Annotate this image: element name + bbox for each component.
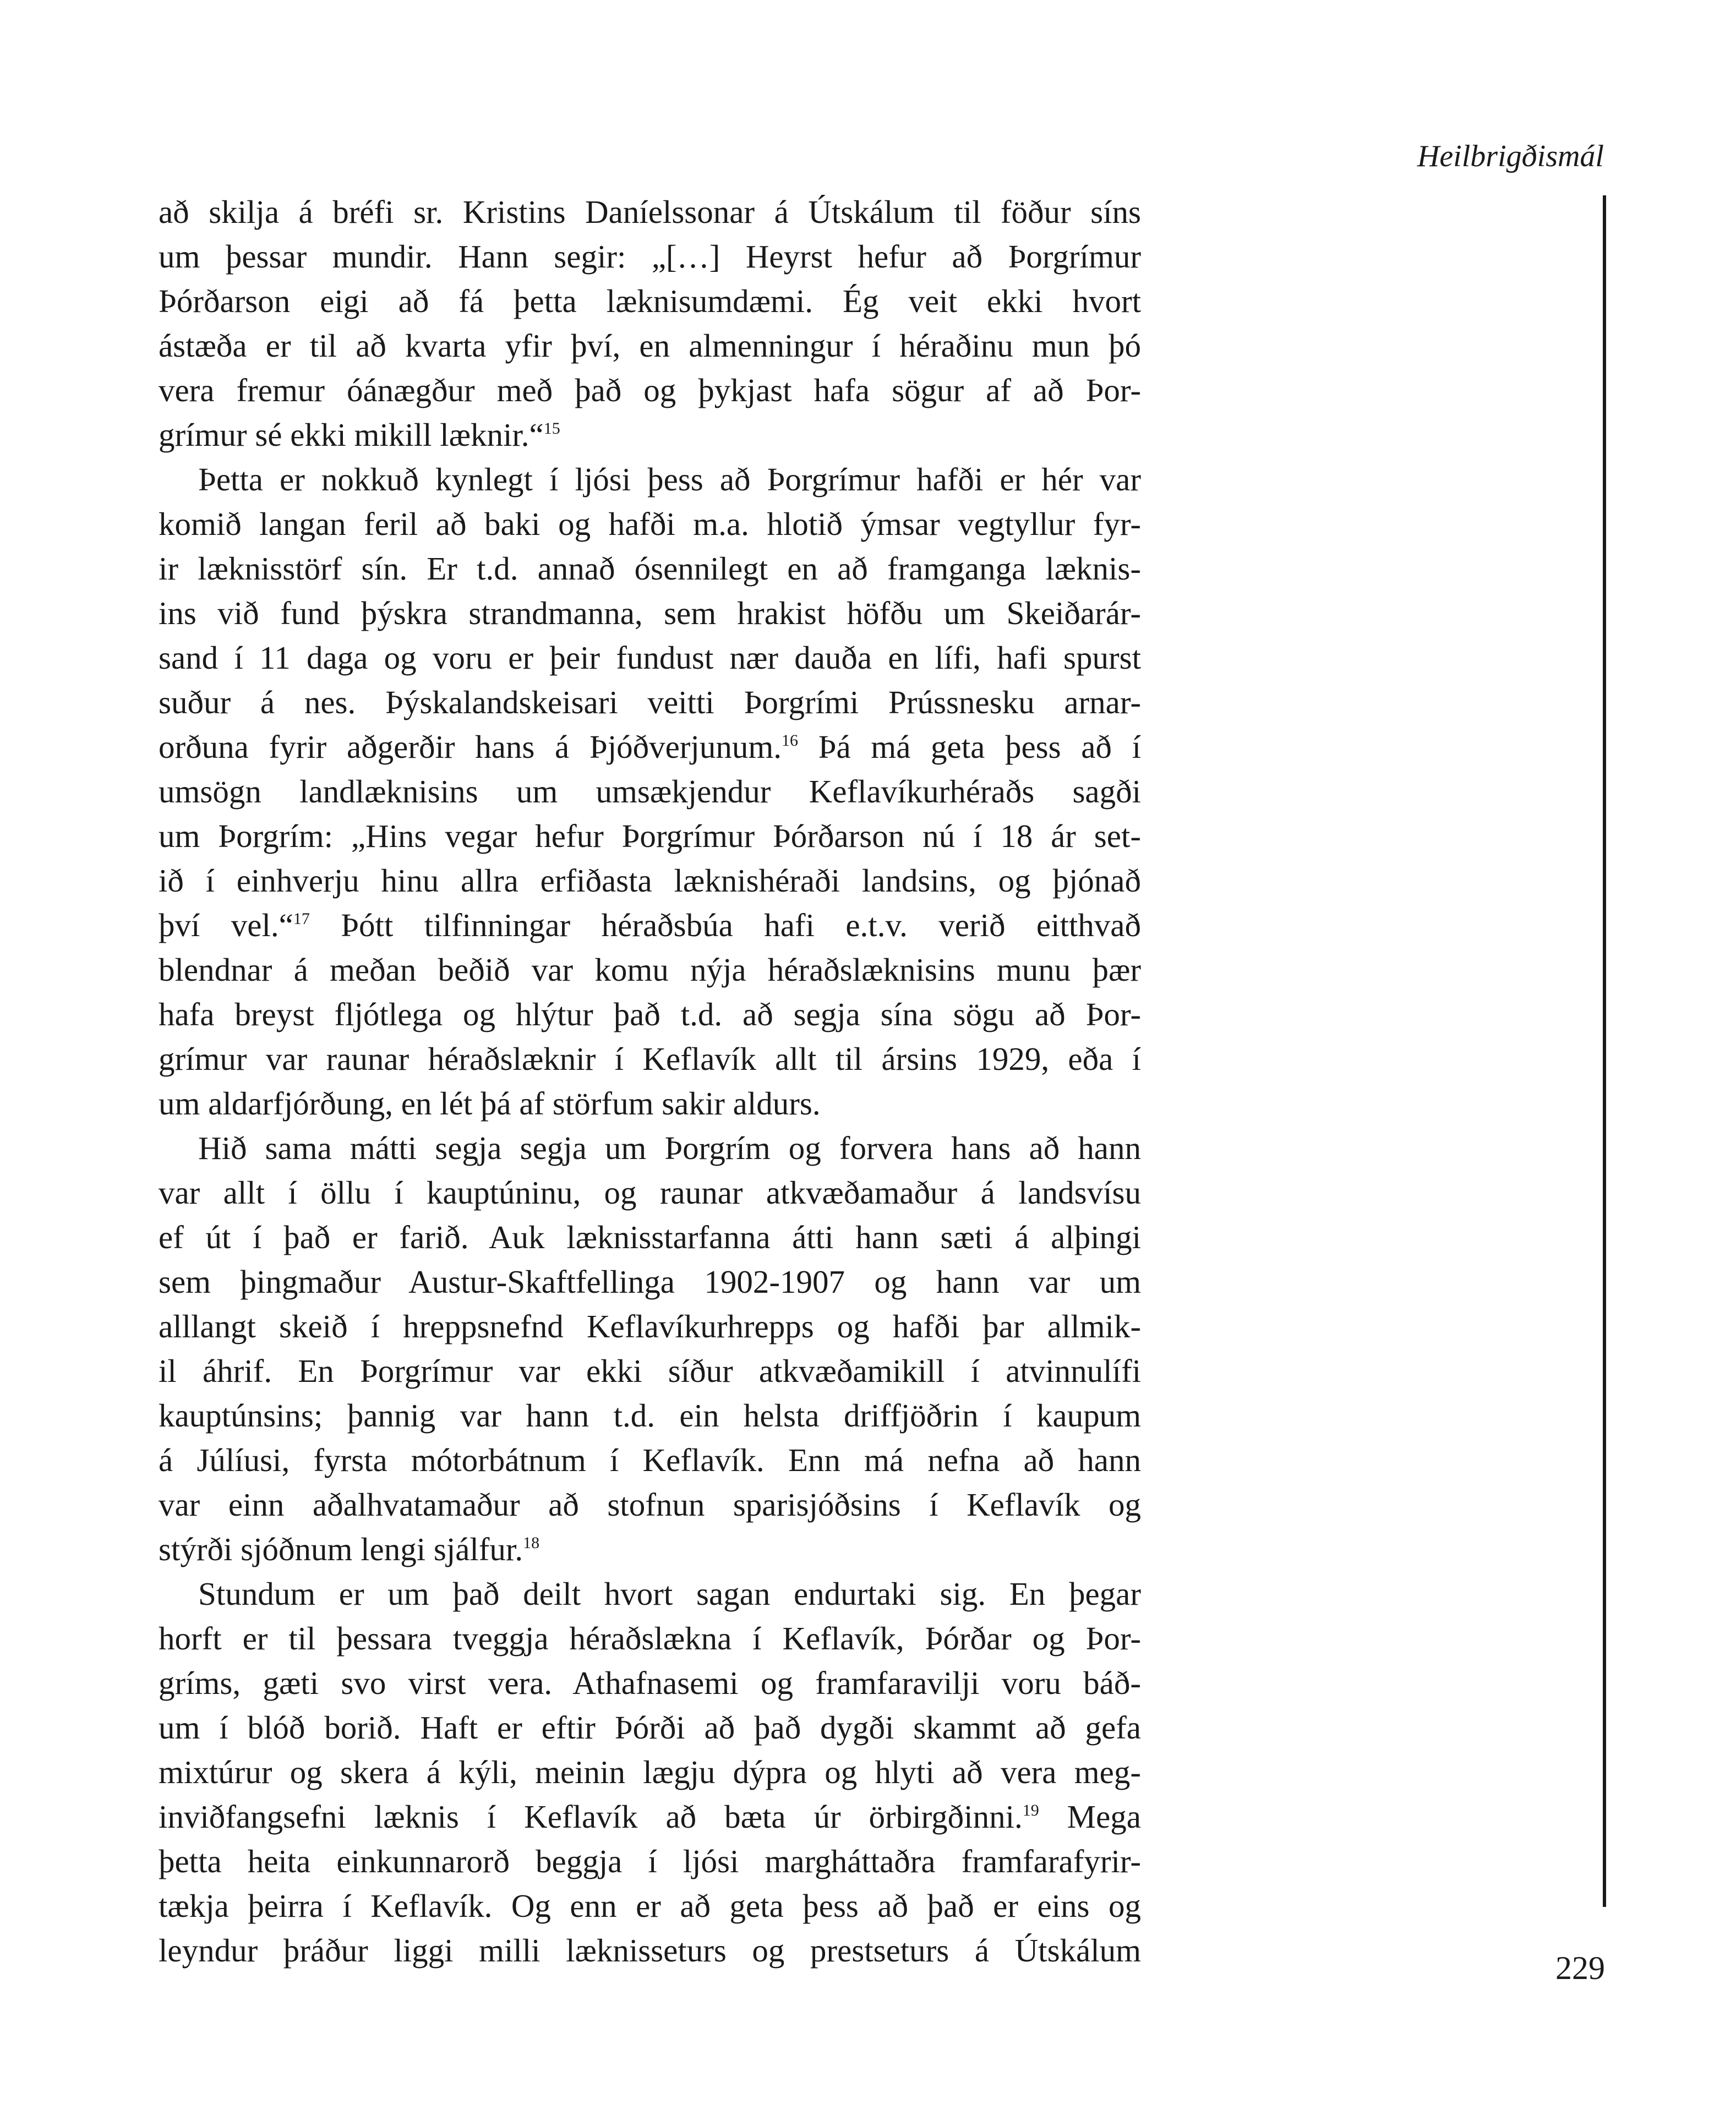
text-line [159,234,1141,279]
text-line [159,636,1141,680]
margin-rule [1603,195,1606,1907]
text-line [159,1616,1141,1661]
line-text: á Júlíusi, fyrsta mótorbátnum í Keflavík. Enn má nefna að hann [159,1442,1141,1478]
text-line [159,279,1141,324]
text-line [159,502,1141,546]
line-text: mixtúrur og skera á kýli, meinin lægju dýpra og hlyti að vera meg- [159,1754,1141,1790]
text-line [159,546,1141,591]
text-line [159,859,1141,903]
text-line [159,1037,1141,1081]
text-line [159,1215,1141,1260]
text-line [159,725,1141,769]
line-text-continued: Þá má geta þess að í [798,729,1141,765]
line-text: umsögn landlæknisins um umsækjendur Keflavíkurhéraðs sagði [159,773,1141,810]
text-line [159,1884,1141,1928]
line-text: um aldarfjórðung, en lét þá af störfum sakir aldurs. [159,1085,821,1122]
line-text-continued: Mega [1039,1799,1141,1835]
line-text: blendnar á meðan beðið var komu nýja héraðslæknisins munu þær [159,952,1141,988]
text-line [159,1661,1141,1705]
line-text: leyndur þráður liggi milli læknisseturs og prestseturs á Útskálum [159,1932,1141,1969]
footnote-ref: 19 [1022,1801,1039,1819]
text-line [159,1393,1141,1438]
text-line [159,324,1141,368]
line-text: því vel.“ [159,907,293,943]
text-line [159,413,1141,457]
text-line [159,1349,1141,1393]
line-text-continued: Þótt tilfinningar héraðsbúa hafi e.t.v. verið eitthvað [309,907,1141,943]
line-text: suður á nes. Þýskalandskeisari veitti Þorgrími Prússnesku arnar- [159,684,1141,720]
text-line [159,368,1141,413]
line-text: hafa breyst fljótlega og hlýtur það t.d. að segja sína sögu að Þor- [159,996,1141,1032]
text-line [159,1126,1141,1171]
line-text: ef út í það er farið. Auk læknisstarfanna átti hann sæti á alþingi [159,1219,1141,1255]
line-text: horft er til þessara tveggja héraðslækna í Keflavík, Þórðar og Þor- [159,1620,1141,1657]
line-text: Stundum er um það deilt hvort sagan endurtaki sig. En þegar [198,1576,1141,1612]
text-line [159,1795,1141,1839]
text-line [159,1438,1141,1483]
footnote-ref: 15 [543,419,560,438]
text-line [159,814,1141,859]
line-text: gríms, gæti svo virst vera. Athafnasemi og framfaravilji voru báð- [159,1665,1141,1701]
line-text: ins við fund þýskra strandmanna, sem hrakist höfðu um Skeiðarár- [159,595,1141,631]
line-text: þetta heita einkunnarorð beggja í ljósi margháttaðra framfarafyrir- [159,1843,1141,1879]
text-line [159,1572,1141,1616]
line-text: stýrði sjóðnum lengi sjálfur. [159,1531,523,1567]
text-line [159,591,1141,636]
line-text: sand í 11 daga og voru er þeir fundust nær dauða en lífi, hafi spurst [159,639,1141,676]
text-line [159,1483,1141,1527]
text-line [159,457,1141,502]
line-text: ástæða er til að kvarta yfir því, en almenningur í héraðinu mun þó [159,327,1141,364]
text-line [159,190,1141,234]
footnote-ref: 17 [293,910,310,928]
text-line [159,1750,1141,1795]
text-line [159,1527,1141,1572]
footnote-ref: 16 [781,731,798,750]
text-line [159,1839,1141,1884]
body-text [159,190,1141,1973]
text-line [159,1304,1141,1349]
line-text: um í blóð borið. Haft er eftir Þórði að það dygði skammt að gefa [159,1709,1141,1746]
line-text: vera fremur óánægður með það og þykjast hafa sögur af að Þor- [159,372,1141,408]
line-text: sem þingmaður Austur-Skaftfellinga 1902-1907 og hann var um [159,1264,1141,1300]
line-text: að skilja á bréfi sr. Kristins Daníelssonar á Útskálum til föður síns [159,194,1141,230]
text-line [159,948,1141,992]
line-text: orðuna fyrir aðgerðir hans á Þjóðverjunum. [159,729,782,765]
text-line [159,680,1141,725]
line-text: Hið sama mátti segja segja um Þorgrím og forvera hans að hann [198,1130,1141,1166]
line-text: var einn aðalhvatamaður að stofnun sparisjóðsins í Keflavík og [159,1486,1141,1523]
text-line [159,1081,1141,1126]
text-line [159,1705,1141,1750]
line-text: ið í einhverju hinu allra erfiðasta læknishéraði landsins, og þjónað [159,862,1141,899]
text-line [159,1171,1141,1215]
text-line [159,769,1141,814]
text-line [159,903,1141,948]
line-text: kauptúnsins; þannig var hann t.d. ein helsta driffjöðrin í kaupum [159,1397,1141,1434]
line-text: alllangt skeið í hreppsnefnd Keflavíkurhrepps og hafði þar allmik- [159,1308,1141,1344]
line-text: ir læknisstörf sín. Er t.d. annað ósennilegt en að framganga læknis- [159,550,1141,587]
line-text: um Þorgrím: „Hins vegar hefur Þorgrímur Þórðarson nú í 18 ár set- [159,818,1141,854]
line-text: var allt í öllu í kauptúninu, og raunar atkvæðamaður á landsvísu [159,1174,1141,1211]
text-line [159,1260,1141,1304]
text-line [159,1928,1141,1973]
line-text: Þórðarson eigi að fá þetta læknisumdæmi. Ég veit ekki hvort [159,283,1141,319]
line-text: Þetta er nokkuð kynlegt í ljósi þess að Þorgrímur hafði er hér var [198,461,1141,498]
footnote-ref: 18 [523,1534,540,1552]
text-line [159,992,1141,1037]
running-head: Heilbrigðismál [1417,139,1604,173]
line-text: komið langan feril að baki og hafði m.a. hlotið ýmsar vegtyllur fyr- [159,506,1141,542]
line-text: il áhrif. En Þorgrímur var ekki síður atkvæðamikill í atvinnulífi [159,1353,1141,1389]
page-number: 229 [1555,1950,1605,1986]
line-text: tækja þeirra í Keflavík. Og enn er að geta þess að það er eins og [159,1888,1141,1924]
line-text: grímur sé ekki mikill læknir.“ [159,417,544,453]
line-text: grímur var raunar héraðslæknir í Keflavík allt til ársins 1929, eða í [159,1041,1141,1077]
line-text: um þessar mundir. Hann segir: „[…] Heyrst hefur að Þorgrímur [159,238,1141,275]
line-text: inviðfangsefni læknis í Keflavík að bæta úr örbirgðinni. [159,1799,1023,1835]
